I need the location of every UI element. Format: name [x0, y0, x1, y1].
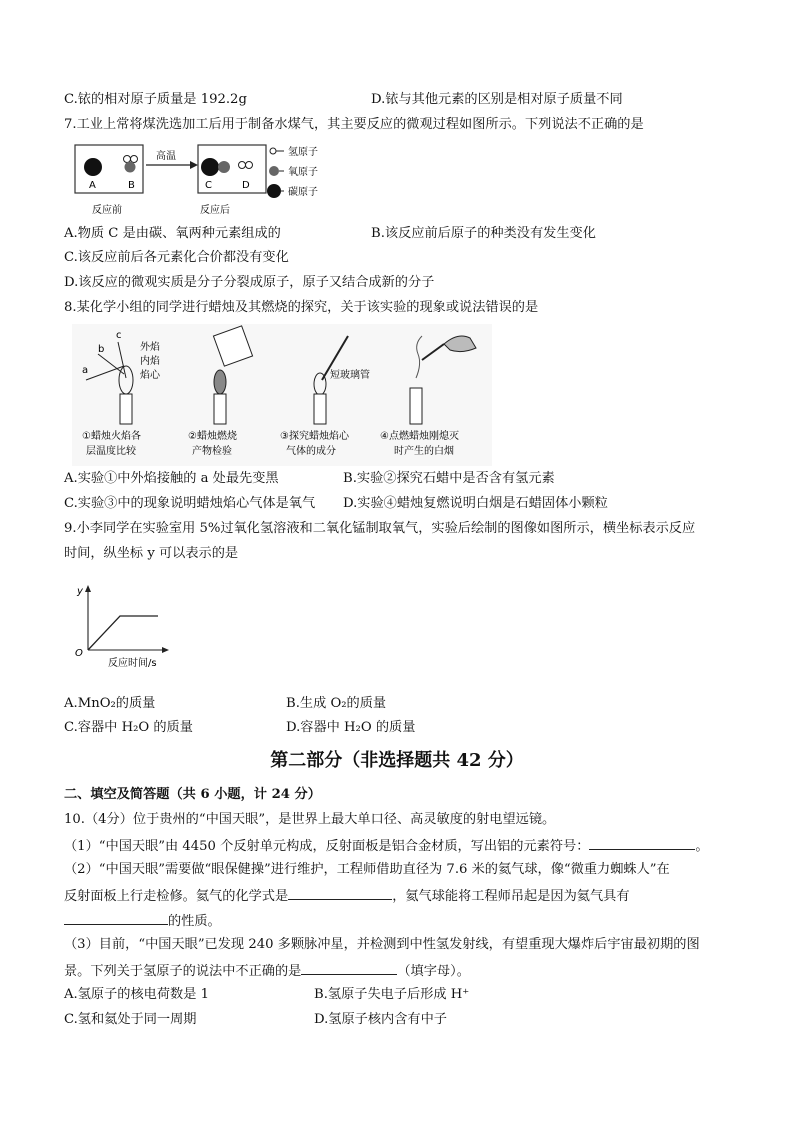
legend-hydrogen-icon	[270, 148, 276, 154]
answer-blank-aluminum-symbol[interactable]	[589, 836, 695, 850]
caption-2a: ②蜡烛燃烧	[188, 431, 237, 442]
figure-background	[72, 324, 492, 466]
q9-line-graph	[72, 584, 172, 670]
label-outer-flame: 外焰	[140, 342, 160, 353]
q9-stem-line1: 9.小李同学在实验室用 5%过氧化氢溶液和二氧化锰制取氧气，实验后绘制的图像如图所示，横坐标表示反应	[64, 521, 696, 536]
label-a: A	[89, 180, 96, 191]
q9-option-b: B.生成 O₂的质量	[286, 696, 387, 711]
answer-blank-helium-property[interactable]	[64, 911, 168, 925]
label-flame-core: 焰心	[140, 370, 160, 381]
q10-part1-end: 。	[695, 839, 709, 854]
caption-3b: 气体的成分	[286, 446, 336, 457]
q7-reaction-diagram	[74, 137, 364, 219]
caption-1a: ①蜡烛火焰各	[82, 431, 141, 442]
q10-part3-text-c: （填字母）。	[397, 964, 470, 979]
label-a: a	[82, 365, 89, 376]
caption-4b: 时产生的白烟	[394, 446, 454, 457]
q7-stem: 7.工业上常将煤洗选加工后用于制备水煤气，其主要反应的微观过程如图所示。下列说法不正确的是	[64, 117, 644, 132]
label-c: C	[205, 180, 212, 191]
arrow-head	[190, 161, 198, 169]
label-glass-tube: 短玻璃管	[330, 370, 370, 381]
x-axis-arrow	[162, 647, 169, 653]
candle-1	[120, 394, 132, 424]
caption-1b: 层温度比较	[86, 446, 136, 457]
legend-hydrogen: 氢原子	[288, 147, 318, 158]
q10-stem: 10.（4分）位于贵州的“中国天眼”，是世界上最大单口径、高灵敏度的射电望远镜。	[64, 812, 556, 827]
q10-option-c: C.氢和氦处于同一周期	[64, 1012, 197, 1027]
caption-3a: ③探究蜡烛焰心	[280, 431, 349, 442]
label-c: c	[116, 330, 122, 341]
answer-blank-helium-formula[interactable]	[288, 886, 392, 900]
candle-3	[314, 394, 326, 424]
q6-option-d: D.铱与其他元素的区别是相对原子质量不同	[371, 92, 623, 107]
q9-option-a: A.MnO₂的质量	[64, 696, 156, 711]
q9-stem-line2: 时间，纵坐标 y 可以表示的是	[64, 546, 239, 561]
q10-option-d: D.氢原子核内含有中子	[314, 1012, 447, 1027]
q10-part2-line3	[64, 911, 221, 931]
label-inner-flame: 内焰	[140, 356, 160, 367]
q10-part1	[64, 836, 709, 856]
q7-option-b: B.该反应前后原子的种类没有发生变化	[371, 226, 596, 241]
q10-part2-text-d: 的性质。	[168, 914, 221, 929]
q7-option-c: C.该反应前后各元素化合价都没有变化	[64, 250, 289, 265]
caption-4a: ④点燃蜡烛刚熄灭	[380, 431, 459, 442]
y-axis-label: y	[77, 586, 83, 597]
q7-option-d: D.该反应的微观实质是分子分裂成原子，原子又结合成新的分子	[64, 275, 435, 290]
legend-oxygen-icon	[269, 166, 279, 176]
hydrogen-atom-b1	[124, 156, 131, 163]
q9-option-c: C.容器中 H₂O 的质量	[64, 720, 193, 735]
oxygen-atom-b	[125, 162, 136, 173]
legend-oxygen: 氧原子	[288, 167, 318, 178]
after-caption: 反应后	[200, 205, 230, 216]
q9-graph	[72, 584, 172, 674]
before-caption: 反应前	[92, 205, 122, 216]
label-b: B	[128, 180, 135, 191]
q8-option-b: B.实验②探究石蜡中是否含有氢元素	[343, 471, 555, 486]
answer-blank-hydrogen-choice[interactable]	[301, 961, 397, 975]
label-d: D	[242, 180, 250, 191]
label-b: b	[98, 344, 105, 355]
q10-option-a: A.氢原子的核电荷数是 1	[64, 987, 209, 1002]
q7-figure	[74, 137, 364, 223]
q10-part2-line1: （2）“中国天眼”需要做“眼保健操”进行维护，工程师借助直径为 7.6 米的氦气球，像“微重力蜘蛛人”在	[64, 862, 670, 877]
candle-2	[214, 394, 226, 424]
carbon-atom-a	[84, 158, 102, 176]
q10-part1-text: （1）“中国天眼”由 4450 个反射单元构成，反射面板是铝合金材质，写出铝的元素符号：	[64, 839, 590, 854]
q8-option-a: A.实验①中外焰接触的 a 处最先变黑	[64, 471, 279, 486]
data-curve	[88, 616, 158, 650]
q7-option-a: A.物质 C 是由碳、氧两种元素组成的	[64, 226, 281, 241]
arrow-label: 高温	[156, 151, 176, 162]
q10-part3-line2	[64, 961, 470, 981]
q9-option-d: D.容器中 H₂O 的质量	[286, 720, 416, 735]
q10-part2-line2	[64, 886, 630, 906]
q10-option-b: B.氢原子失电子后形成 H⁺	[314, 987, 470, 1002]
oxygen-atom-c	[218, 161, 230, 173]
x-axis-label: 反应时间/s	[108, 658, 157, 669]
q10-part2-text-b: 反射面板上行走检修。氦气的化学式是	[64, 889, 289, 904]
origin-label: O	[75, 648, 83, 659]
hydrogen-atom-d2	[246, 162, 253, 169]
q10-part3-line1: （3）目前，“中国天眼”已发现 240 多颗脉冲星，并检测到中性氢发射线，有望重现大爆炸后宇宙最初期的图	[64, 937, 700, 952]
legend-carbon: 碳原子	[288, 187, 318, 198]
q10-part2-text-c: ，氦气球能将工程师吊起是因为氦气具有	[392, 889, 630, 904]
q8-stem: 8.某化学小组的同学进行蜡烛及其燃烧的探究，关于该实验的现象或说法错误的是	[64, 300, 539, 315]
part-two-title: 第二部分（非选择题共 42 分）	[270, 750, 524, 771]
flame-2	[214, 370, 226, 394]
caption-2b: 产物检验	[192, 446, 232, 457]
q8-figure	[72, 324, 492, 470]
q6-option-c: C.铱的相对原子质量是 192.2g	[64, 92, 247, 107]
section-two-title: 二、填空及简答题（共 6 小题，计 24 分）	[64, 787, 321, 802]
candle-4	[410, 388, 422, 424]
q8-option-c: C.实验③中的现象说明蜡烛焰心气体是氧气	[64, 496, 316, 511]
hydrogen-atom-d1	[239, 162, 246, 169]
hydrogen-atom-b2	[131, 156, 138, 163]
q8-candle-experiments	[72, 324, 492, 466]
y-axis-arrow	[85, 585, 91, 592]
legend-carbon-icon	[267, 184, 281, 198]
q10-part3-text-b: 景。下列关于氢原子的说法中不正确的是	[64, 964, 302, 979]
carbon-atom-c	[201, 158, 219, 176]
q8-option-d: D.实验④蜡烛复燃说明白烟是石蜡固体小颗粒	[343, 496, 608, 511]
